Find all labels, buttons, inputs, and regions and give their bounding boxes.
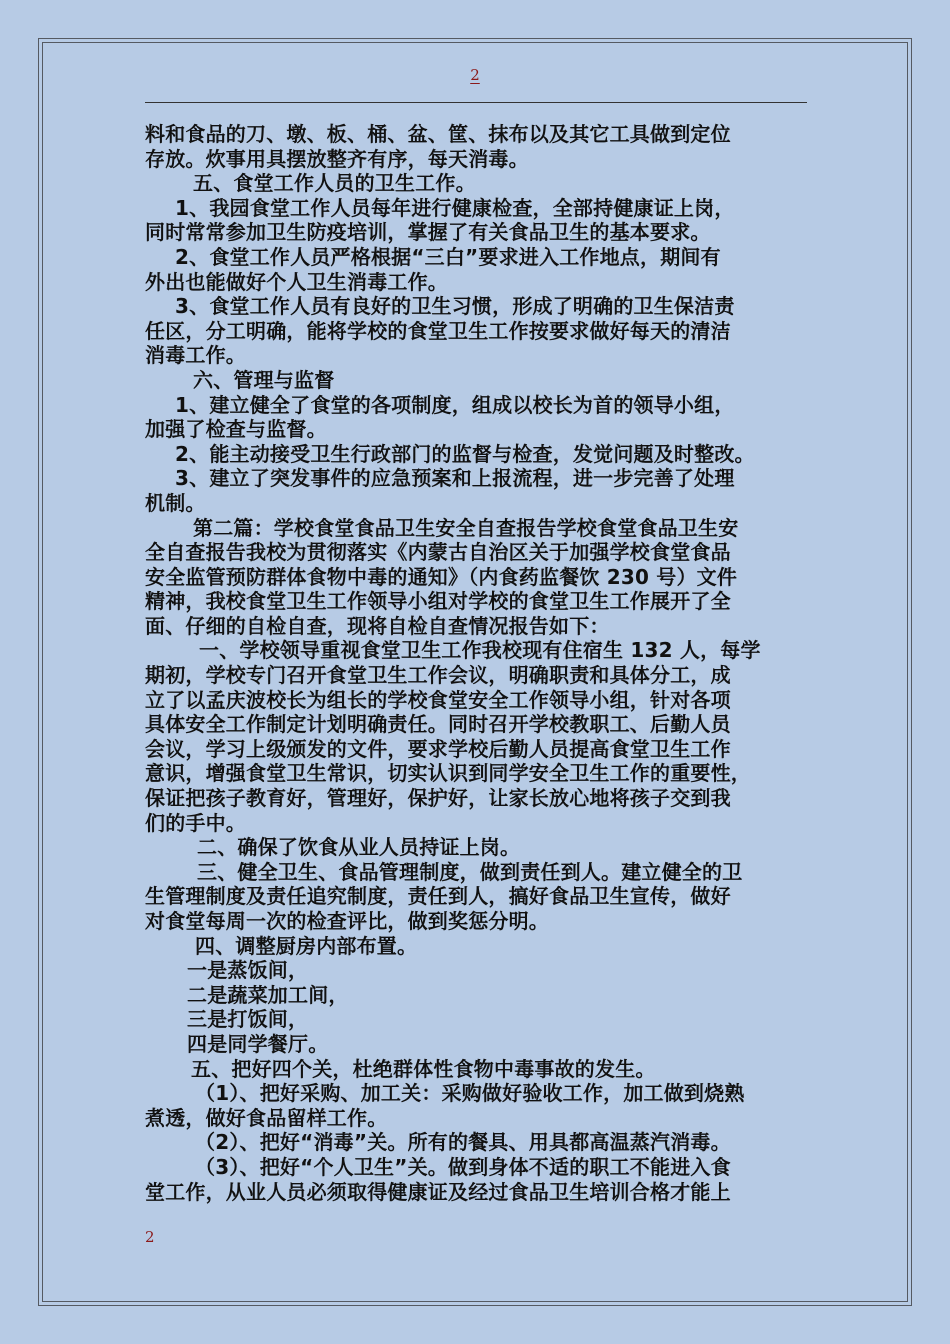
document-body	[145, 122, 820, 1204]
text-line: 三、健全卫生、食品管理制度，做到责任到人。建立健全的卫	[197, 859, 743, 884]
header-page-number: 2	[470, 66, 480, 84]
text-line: 3、食堂工作人员有良好的卫生习惯，形成了明确的卫生保洁责	[175, 294, 735, 319]
text-line: 1、建立健全了食堂的各项制度，组成以校长为首的领导小组，	[175, 392, 735, 417]
text-line: 精神，我校食堂卫生工作领导小组对学校的食堂卫生工作展开了全	[145, 589, 731, 614]
text-line: 们的手中。	[145, 810, 246, 835]
text-line: 一、学校领导重视食堂卫生工作我校现有住宿生 132 人，每学	[199, 638, 761, 663]
text-line: 意识，增强食堂卫生常识，切实认识到同学安全卫生工作的重要性，	[145, 761, 751, 786]
text-line: 煮透，做好食品留样工作。	[145, 1105, 388, 1130]
text-line: 六、管理与监督	[193, 367, 335, 392]
text-line: 四、调整厨房内部布置。	[195, 933, 418, 958]
text-line: 全自查报告我校为贯彻落实《内蒙古自治区关于加强学校食堂食品	[145, 540, 731, 565]
text-line: 五、把好四个关，杜绝群体性食物中毒事故的发生。	[191, 1056, 656, 1081]
text-line: 机制。	[145, 490, 206, 515]
text-line: 3、建立了突发事件的应急预案和上报流程，进一步完善了处理	[175, 466, 735, 491]
text-line: 存放。炊事用具摆放整齐有序，每天消毒。	[145, 146, 529, 171]
text-line: 安全监管预防群体食物中毒的通知》（内食药监餐饮 230 号）文件	[145, 564, 738, 589]
text-line: 生管理制度及责任追究制度，责任到人，搞好食品卫生宣传，做好	[145, 884, 731, 909]
text-line: 二、确保了饮食从业人员持证上岗。	[197, 835, 521, 860]
text-line: 同时常常参加卫生防疫培训，掌握了有关食品卫生的基本要求。	[145, 220, 711, 245]
text-line: 四是同学餐厅。	[187, 1031, 329, 1056]
text-line: 立了以孟庆波校长为组长的学校食堂安全工作领导小组，针对各项	[145, 687, 731, 712]
text-line: 保证把孩子教育好，管理好，保护好，让家长放心地将孩子交到我	[145, 786, 731, 811]
header-divider	[145, 102, 807, 103]
text-line: 消毒工作。	[145, 343, 246, 368]
text-line: 堂工作，从业人员必须取得健康证及经过食品卫生培训合格才能上	[145, 1179, 731, 1204]
text-line: 期初，学校专门召开食堂卫生工作会议，明确职责和具体分工，成	[145, 663, 731, 688]
text-line: 2、能主动接受卫生行政部门的监督与检查，发觉问题及时整改。	[175, 441, 755, 466]
text-line: 第二篇：学校食堂食品卫生安全自查报告学校食堂食品卫生安	[193, 515, 739, 540]
text-line: 加强了检查与监督。	[145, 417, 327, 442]
text-line: 料和食品的刀、墩、板、桶、盆、筐、抹布以及其它工具做到定位	[145, 122, 731, 146]
text-line: 二是蔬菜加工间，	[187, 982, 349, 1007]
text-line: （2）、把好“消毒”关。所有的餐具、用具都高温蒸汽消毒。	[195, 1130, 731, 1155]
text-line: 外出也能做好个人卫生消毒工作。	[145, 269, 448, 294]
text-line: 一是蒸饭间，	[187, 958, 309, 983]
text-line: 任区，分工明确，能将学校的食堂卫生工作按要求做好每天的清洁	[145, 318, 731, 343]
text-line: 会议，学习上级颁发的文件，要求学校后勤人员提高食堂卫生工作	[145, 736, 731, 761]
text-line: 具体安全工作制定计划明确责任。同时召开学校教职工、后勤人员	[145, 712, 731, 737]
text-line: 对食堂每周一次的检查评比，做到奖惩分明。	[145, 909, 549, 933]
text-line: 三是打饭间，	[187, 1007, 309, 1032]
text-line: 2、食堂工作人员严格根据“三白”要求进入工作地点，期间有	[175, 244, 721, 269]
text-line: 面、仔细的自检自查，现将自检自查情况报告如下：	[145, 613, 610, 638]
text-line: 五、食堂工作人员的卫生工作。	[193, 171, 476, 196]
footer-page-number: 2	[145, 1228, 155, 1246]
text-line: （1）、把好采购、加工关：采购做好验收工作，加工做到烧熟	[195, 1081, 745, 1106]
text-line: （3）、把好“个人卫生”关。做到身体不适的职工不能进入食	[195, 1154, 731, 1179]
text-line: 1、我园食堂工作人员每年进行健康检查，全部持健康证上岗，	[175, 195, 735, 220]
